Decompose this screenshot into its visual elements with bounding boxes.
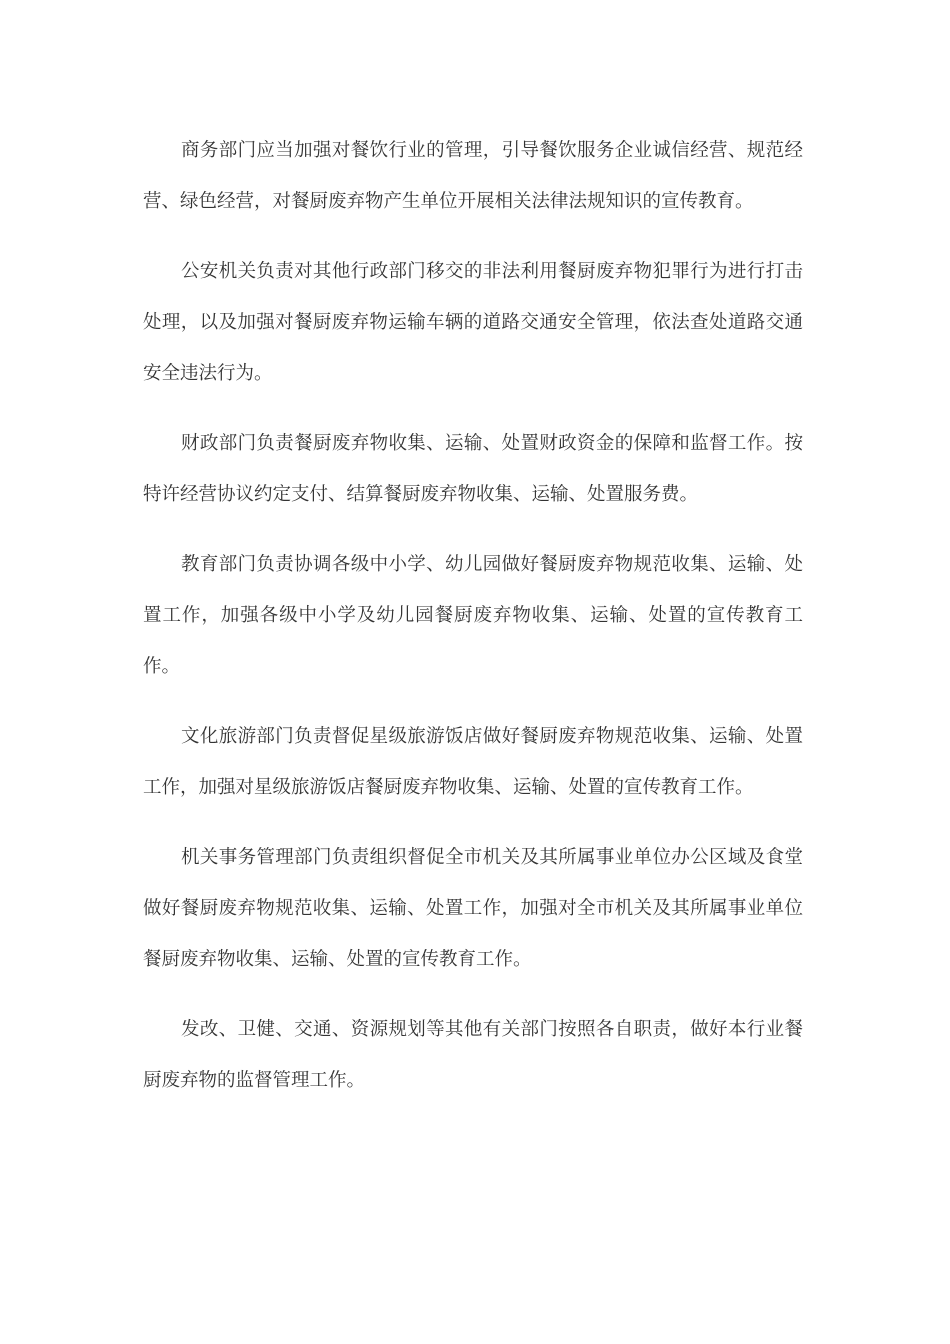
paragraph-education: 教育部门负责协调各级中小学、幼儿园做好餐厨废弃物规范收集、运输、处置工作，加强各级中小学及幼儿园餐厨废弃物收集、运输、处置的宣传教育工作。 — [143, 554, 803, 677]
paragraph-commerce: 商务部门应当加强对餐饮行业的管理，引导餐饮服务企业诚信经营、规范经营、绿色经营，对餐厨废弃物产生单位开展相关法律法规知识的宣传教育。 — [143, 140, 803, 212]
document-body — [143, 125, 803, 1125]
paragraph-government-affairs: 机关事务管理部门负责组织督促全市机关及其所属事业单位办公区域及食堂做好餐厨废弃物规范收集、运输、处置工作，加强对全市机关及其所属事业单位餐厨废弃物收集、运输、处置的宣传教育工作。 — [143, 847, 803, 970]
paragraph-culture-tourism: 文化旅游部门负责督促星级旅游饭店做好餐厨废弃物规范收集、运输、处置工作，加强对星级旅游饭店餐厨废弃物收集、运输、处置的宣传教育工作。 — [143, 726, 803, 798]
paragraph-finance: 财政部门负责餐厨废弃物收集、运输、处置财政资金的保障和监督工作。按特许经营协议约定支付、结算餐厨废弃物收集、运输、处置服务费。 — [143, 433, 803, 505]
paragraph-other-departments: 发改、卫健、交通、资源规划等其他有关部门按照各自职责，做好本行业餐厨废弃物的监督管理工作。 — [143, 1019, 803, 1091]
paragraph-public-security: 公安机关负责对其他行政部门移交的非法利用餐厨废弃物犯罪行为进行打击处理，以及加强对餐厨废弃物运输车辆的道路交通安全管理，依法查处道路交通安全违法行为。 — [143, 261, 803, 384]
